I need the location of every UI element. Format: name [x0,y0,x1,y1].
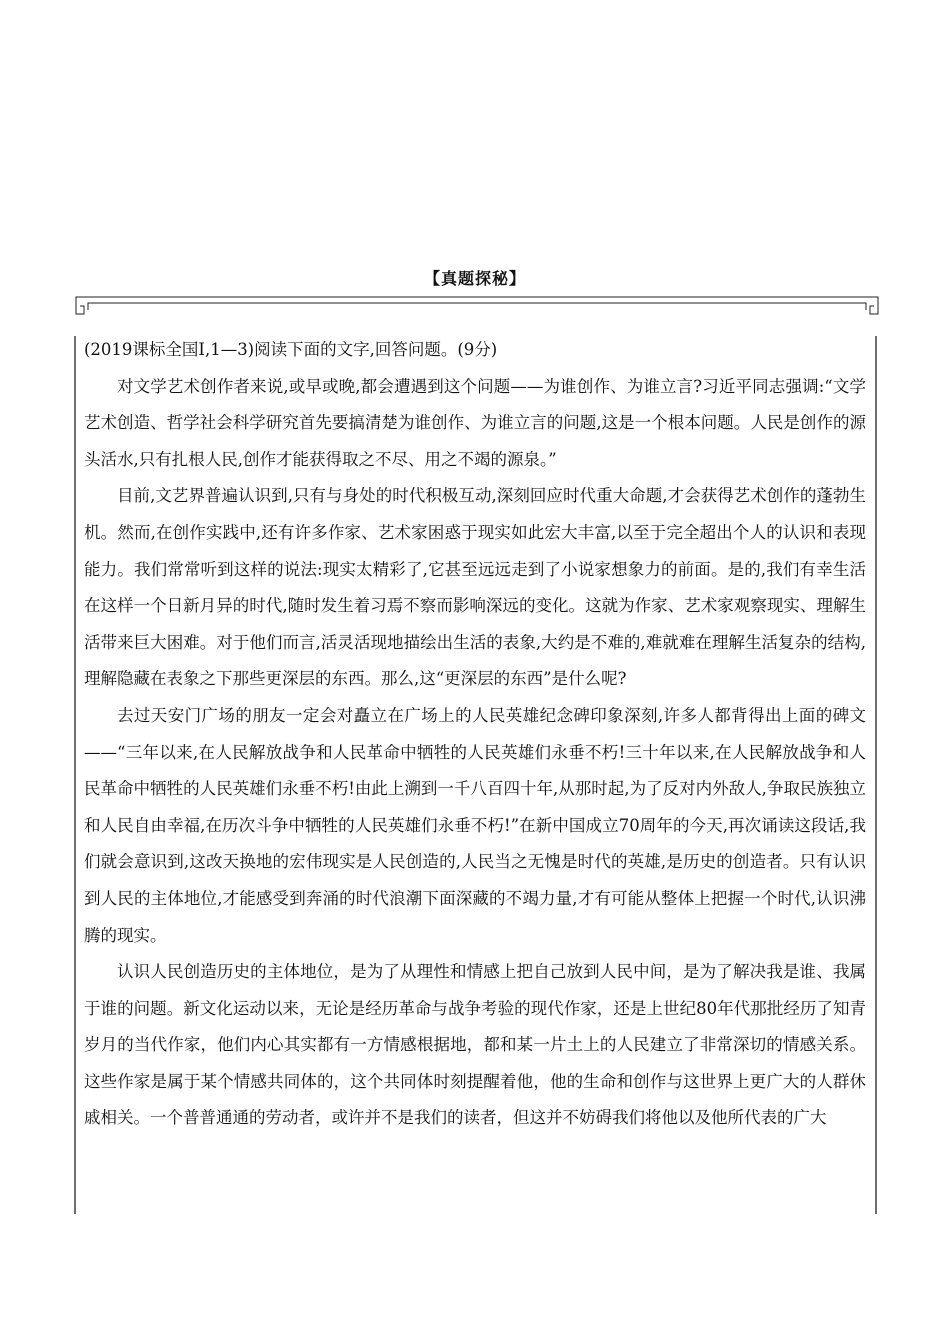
reading-passage [84,332,866,1137]
section-title: 【真题探秘】 [423,269,526,288]
frame-left-corner-ornament [76,297,92,314]
passage-paragraph-4: 认识人民创造历史的主体地位，是为了从理性和情感上把自己放到人民中间，是为了解决我是谁、我属于谁的问题。新文化运动以来，无论是经历革命与战争考验的现代作家，还是上世纪80年代那批经历了知青岁月的当代作家，他们内心其实都有一方情感根据地，都和某一片土上的人民建立了非常深切的情感关系。这些作家是属于某个情感共同体的，这个共同体时刻提醒着他，他的生命和创作与这世界上更广大的人群休戚相关。一个普普通通的劳动者，或许并不是我们的读者，但这并不妨碍我们将他以及他所代表的广大 [84,962,866,1128]
passage-paragraph-2: 目前,文艺界普遍认识到,只有与身处的时代积极互动,深刻回应时代重大命题,才会获得艺术创作的蓬勃生机。然而,在创作实践中,还有许多作家、艺术家困惑于现实如此宏大丰富,以至于完全超出个人的认识和表现能力。我们常常听到这样的说法:现实太精彩了,它甚至远远走到了小说家想象力的前面。是的,我们有幸生活在这样一个日新月异的时代,随时发生着习焉不察而影响深远的变化。这就为作家、艺术家观察现实、理解生活带来巨大困难。对于他们而言,活灵活现地描绘出生活的表象,大约是不难的,难就难在理解生活复杂的结构,理解隐藏在表象之下那些更深层的东西。那么,这“更深层的东西”是什么呢? [84,486,866,689]
frame-top-rule [92,297,862,303]
frame-right-corner-ornament [862,297,878,314]
passage-paragraph-3: 去过天安门广场的朋友一定会对矗立在广场上的人民英雄纪念碑印象深刻,许多人都背得出上面的碑文——“三年以来,在人民解放战争和人民革命中牺牲的人民英雄们永垂不朽!三十年以来,在人民解放战争和人民革命中牺牲的人民英雄们永垂不朽!由此上溯到一千八百四十年,从那时起,为了反对内外敌人,争取民族独立和人民自由幸福,在历次斗争中牺牲的人民英雄们永垂不朽!”在新中国成立70周年的今天,再次诵读这段话,我们就会意识到,这改天换地的宏伟现实是人民创造的,人民当之无愧是时代的英雄,是历史的创造者。只有认识到人民的主体地位,才能感受到奔涌的时代浪潮下面深藏的不竭力量,才有可能从整体上把握一个时代,认识沸腾的现实。 [84,705,866,945]
passage-paragraph-1: 对文学艺术创作者来说,或早或晚,都会遭遇到这个问题——为谁创作、为谁立言?习近平同志强调:“文学艺术创造、哲学社会科学研究首先要搞清楚为谁创作、为谁立言的问题,这是一个根本问题。人民是创作的源头活水,只有扎根人民,创作才能获得取之不尽、用之不竭的源泉。” [84,376,866,469]
question-source: (2019课标全国Ⅰ,1—3)阅读下面的文字,回答问题。(9分) [84,340,498,359]
